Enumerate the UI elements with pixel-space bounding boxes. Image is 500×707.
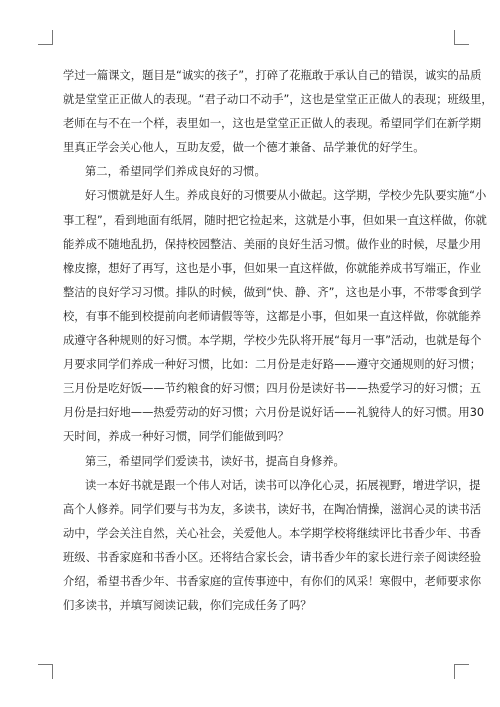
crop-mark-bottom-right — [454, 664, 469, 679]
crop-mark-top-left — [38, 30, 53, 45]
text-line: 介绍，希望书香少年、书香家庭的宣传事迹中，有你们的风采！寒假中，老师要求你 — [63, 574, 481, 588]
text-line: 里真正学会关心他人，互助友爱，做一个德才兼备、品学兼优的好学生。 — [63, 141, 425, 155]
document-page — [63, 64, 493, 618]
paragraph-habits — [63, 184, 487, 449]
paragraph-reading — [63, 474, 481, 619]
text-line: 三月份是吃好饭——节约粮食的好习惯；四月份是读好书——热爱学习的好习惯；五 — [63, 382, 481, 396]
text-line: 们多读书，并填写阅读记载，你们完成任务了吗？ — [63, 599, 312, 613]
section-heading-reading — [63, 450, 439, 474]
section-heading-habits — [63, 160, 439, 184]
text-line: 老师在与不在一个样，表里如一，这也是堂堂正正做人的表现。希望同学们在新学期 — [63, 117, 481, 131]
text-line: 班级、书香家庭和书香小区。还将结合家长会，请书香少年的家长进行亲子阅读经验 — [63, 550, 481, 564]
text-line: 动中，学会关注自然，关心社会，关爱他人。本学期学校将继续评比书香少年、书香 — [63, 526, 481, 540]
text-line: 就是堂堂正正做人的表现。“君子动口不动手”，这也是堂堂正正做人的表现；班级里， — [63, 93, 493, 107]
crop-mark-top-right — [454, 30, 469, 45]
text-line: 第二，希望同学们养成良好的习惯。 — [85, 165, 266, 179]
text-line: 成遵守各种规则的好习惯。本学期，学校少先队将开展“每月一事”活动，也就是每个 — [63, 334, 482, 348]
text-line: 月份是扫好地——热爱劳动的好习惯；六月份是说好话——礼貌待人的好习惯。用30 — [63, 406, 485, 420]
text-line: 橡皮擦，想好了再写，这也是小事，但如果一直这样做，你就能养成书写端正，作业 — [63, 261, 481, 275]
text-line: 好习惯就是好人生。养成良好的习惯要从小做起。这学期，学校少先队要实施“小 — [85, 189, 487, 203]
text-line: 读一本好书就是跟一个伟人对话，读书可以净化心灵，拓展视野，增进学识，提 — [85, 478, 481, 492]
crop-mark-bottom-left — [38, 664, 53, 679]
text-line: 第三，希望同学们爱读书，读好书，提高自身修养。 — [85, 454, 345, 468]
text-line: 整洁的良好学习习惯。排队的时候，做到“快、静、齐”，这也是小事，不带零食到学 — [63, 285, 482, 299]
text-line: 校，有事不能到校提前向老师请假等等，这都是小事，但如果一直这样做，你就能养 — [63, 309, 481, 323]
text-line: 学过一篇课文，题目是“诚实的孩子”，打碎了花瓶敢于承认自己的错误，诚实的品质 — [63, 69, 482, 82]
text-line: 事工程”，看到地面有纸屑，随时把它捡起来，这就是小事，但如果一直这样做，你就 — [63, 213, 487, 227]
text-line: 月要求同学们养成一种好习惯，比如：二月份是走好路——遵守交通规则的好习惯； — [63, 358, 481, 372]
paragraph-honesty — [63, 64, 493, 160]
text-line: 天时间，养成一种好习惯，同学们能做到吗？ — [63, 430, 289, 444]
text-line: 高个人修养。同学们要与书为友，多读书，读好书，在陶冶情操，滋润心灵的读书活 — [63, 502, 481, 516]
text-line: 能养成不随地乱扔，保持校园整洁、美丽的良好生活习惯。做作业的时候，尽量少用 — [63, 237, 481, 251]
